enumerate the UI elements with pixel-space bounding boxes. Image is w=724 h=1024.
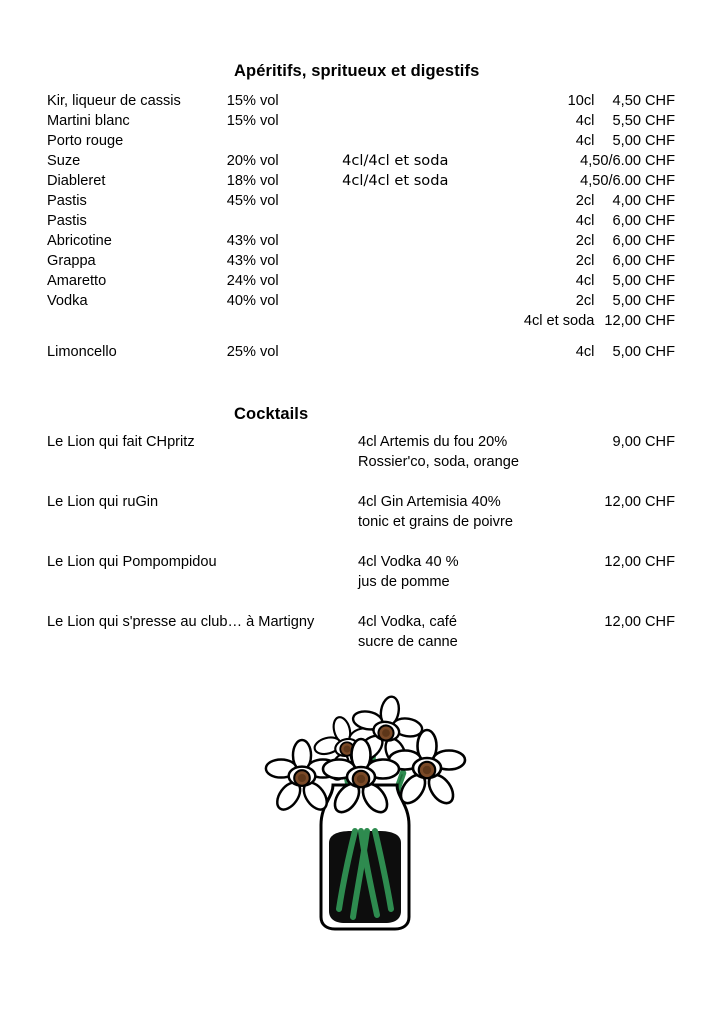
- aperitif-alcohol-volume: [227, 311, 342, 331]
- aperitif-alcohol-volume: [227, 131, 342, 151]
- cocktail-ingredients-line-2: Rossier'co, soda, orange: [358, 453, 519, 470]
- aperitif-serving-size: 4cl: [575, 273, 595, 289]
- cocktail-name-spacer: [47, 633, 358, 653]
- cocktail-ingredients-line-2: sucre de canne: [358, 633, 458, 650]
- aperitif-price: 4,50 CHF: [612, 93, 675, 109]
- aperitif-row: [47, 342, 675, 362]
- cocktail-row: [47, 433, 675, 453]
- aperitif-serving-size: 4cl et soda: [523, 313, 595, 329]
- aperitif-serving-size: 4cl: [575, 133, 595, 149]
- cocktail-ingredients-line-1: 4cl Vodka 40 %: [358, 554, 459, 570]
- aperitif-serving-note: [342, 342, 524, 362]
- cocktail-name-spacer: [47, 573, 358, 593]
- aperitif-row: [47, 251, 675, 271]
- aperitif-row: [47, 211, 675, 231]
- aperitif-name: Kir, liqueur de cassis: [47, 93, 181, 109]
- aperitif-row: [47, 171, 675, 191]
- aperitif-name: Pastis: [47, 193, 87, 209]
- narcissus-bouquet-svg: [255, 695, 475, 940]
- aperitif-serving-size: 4cl: [575, 344, 595, 360]
- cocktails-price-table: [47, 433, 675, 652]
- cocktail-name-spacer: [47, 453, 358, 473]
- cocktail-name-spacer: [47, 513, 358, 533]
- aperitif-row: [47, 311, 675, 331]
- aperitif-serving-note: [342, 231, 524, 251]
- aperitif-row: [47, 191, 675, 211]
- cocktail-ingredients-line-2: tonic et grains de poivre: [358, 513, 513, 530]
- aperitif-name: Limoncello: [47, 344, 117, 360]
- aperitif-serving-note: [342, 311, 524, 331]
- aperitif-name: Porto rouge: [47, 133, 124, 149]
- aperitif-price: 5,00 CHF: [612, 344, 675, 360]
- row-spacer: [47, 331, 675, 342]
- cocktail-price-spacer: [588, 573, 675, 593]
- aperitif-serving-size: 2cl: [575, 293, 595, 309]
- aperitif-row: [47, 291, 675, 311]
- cocktail-name: Le Lion qui Pompompidou: [47, 554, 217, 570]
- cocktail-row-spacer: [47, 532, 675, 553]
- aperitif-price: 4,00 CHF: [612, 193, 675, 209]
- aperitif-serving-size: 10cl: [567, 93, 595, 109]
- aperitif-row: [47, 131, 675, 151]
- cocktail-row-continuation: [47, 513, 675, 533]
- cocktail-price: 12,00 CHF: [604, 494, 675, 510]
- aperitif-serving-note: 4cl/4cl et soda: [342, 172, 449, 189]
- cocktail-name: Le Lion qui s'presse au club… à Martigny: [47, 614, 315, 630]
- aperitif-serving-note: [342, 91, 524, 111]
- cocktail-row-continuation: [47, 573, 675, 593]
- aperitif-price: 5,50 CHF: [612, 113, 675, 129]
- cocktail-row-spacer: [47, 472, 675, 493]
- aperitif-price: 6,00 CHF: [612, 213, 675, 229]
- aperitif-alcohol-volume: 24% vol: [226, 273, 279, 289]
- aperitif-alcohol-volume: [227, 211, 342, 231]
- aperitif-alcohol-volume: 15% vol: [226, 113, 279, 129]
- cocktail-price: 9,00 CHF: [612, 434, 675, 450]
- aperitif-name: Amaretto: [47, 273, 107, 289]
- aperitif-name: Martini blanc: [47, 113, 130, 129]
- aperitif-name: Suze: [47, 153, 81, 169]
- cocktail-ingredients-line-1: 4cl Vodka, café: [358, 614, 457, 630]
- aperitif-price: 12,00 CHF: [604, 313, 675, 329]
- aperitif-alcohol-volume: 25% vol: [226, 344, 279, 360]
- aperitif-serving-note: [342, 271, 524, 291]
- aperitif-row: [47, 151, 675, 171]
- aperitif-serving-note: [342, 111, 524, 131]
- aperitif-name: [47, 311, 227, 331]
- cocktails-table-body: [47, 433, 675, 652]
- aperitif-name: Vodka: [47, 293, 88, 309]
- cocktail-row-spacer: [47, 592, 675, 613]
- flower-heads: [266, 695, 465, 817]
- aperitif-price: 6,00 CHF: [612, 253, 675, 269]
- aperitif-alcohol-volume: 40% vol: [226, 293, 279, 309]
- flower-vase-illustration: [255, 695, 475, 940]
- cocktail-price-spacer: [588, 453, 675, 473]
- aperitif-name: Abricotine: [47, 233, 112, 249]
- cocktail-row: [47, 613, 675, 633]
- aperitif-serving-size: 2cl: [575, 253, 595, 269]
- aperitif-serving-size: 4cl: [575, 113, 595, 129]
- cocktail-ingredients-line-1: 4cl Gin Artemisia 40%: [358, 494, 501, 510]
- aperitif-row: [47, 271, 675, 291]
- cocktail-name: Le Lion qui ruGin: [47, 494, 159, 510]
- cocktail-row: [47, 553, 675, 573]
- aperitif-serving-note: [342, 211, 524, 231]
- aperitif-name: Pastis: [47, 213, 87, 229]
- aperitifs-price-table: [47, 91, 675, 362]
- cocktail-row-continuation: [47, 633, 675, 653]
- aperitif-price: 5,00 CHF: [612, 273, 675, 289]
- cocktail-price: 12,00 CHF: [604, 554, 675, 570]
- cocktail-price-spacer: [588, 633, 675, 653]
- aperitif-price: 4,50/6.00 CHF: [580, 173, 675, 189]
- aperitif-alcohol-volume: 15% vol: [226, 93, 279, 109]
- aperitif-row: [47, 91, 675, 111]
- aperitif-row: [47, 111, 675, 131]
- aperitif-price: 6,00 CHF: [612, 233, 675, 249]
- aperitif-name: Grappa: [47, 253, 96, 269]
- aperitif-row: [47, 231, 675, 251]
- cocktail-name: Le Lion qui fait CHpritz: [47, 434, 195, 450]
- aperitif-alcohol-volume: 43% vol: [226, 253, 279, 269]
- aperitif-alcohol-volume: 45% vol: [226, 193, 279, 209]
- aperitif-serving-size: 2cl: [575, 193, 595, 209]
- aperitif-serving-size: 2cl: [575, 233, 595, 249]
- aperitif-serving-note: [342, 251, 524, 271]
- aperitif-serving-note: [342, 191, 524, 211]
- aperitif-serving-note: [342, 291, 524, 311]
- cocktail-row: [47, 493, 675, 513]
- section-heading-aperitifs: Apéritifs, spritueux et digestifs: [234, 61, 480, 80]
- aperitif-serving-note: 4cl/4cl et soda: [342, 152, 449, 169]
- aperitif-alcohol-volume: 20% vol: [226, 153, 279, 169]
- aperitif-serving-size: 4cl: [575, 213, 595, 229]
- cocktail-price-spacer: [588, 513, 675, 533]
- cocktail-row-continuation: [47, 453, 675, 473]
- cocktail-ingredients-line-1: 4cl Artemis du fou 20%: [358, 434, 508, 450]
- aperitif-serving-note: [342, 131, 524, 151]
- aperitif-alcohol-volume: 43% vol: [226, 233, 279, 249]
- aperitif-price: 5,00 CHF: [612, 293, 675, 309]
- aperitifs-table-body: [47, 91, 675, 362]
- cocktail-price: 12,00 CHF: [604, 614, 675, 630]
- aperitif-price: 5,00 CHF: [612, 133, 675, 149]
- aperitif-price: 4,50/6.00 CHF: [580, 153, 675, 169]
- aperitif-alcohol-volume: 18% vol: [226, 173, 279, 189]
- section-heading-cocktails: Cocktails: [234, 404, 309, 423]
- aperitif-name: Diableret: [47, 173, 106, 189]
- cocktail-ingredients-line-2: jus de pomme: [358, 573, 450, 590]
